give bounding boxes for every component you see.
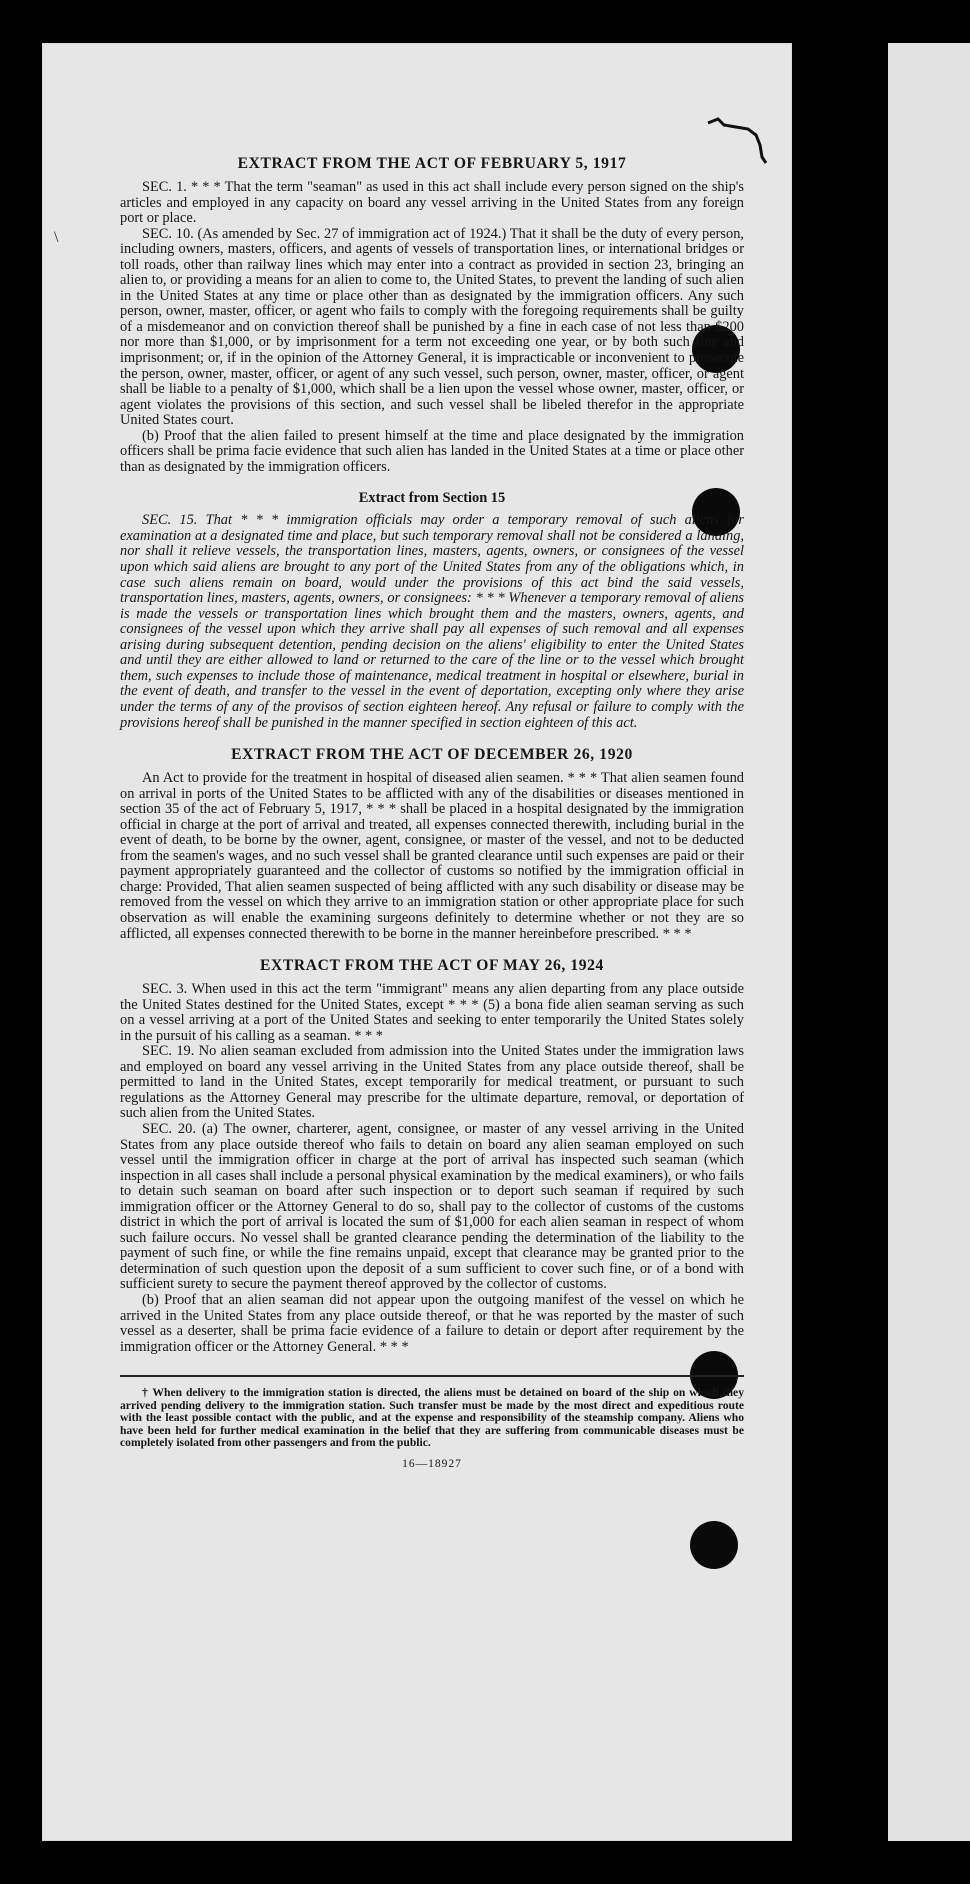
footnote: † When delivery to the immigration station is directed, the aliens must be detained on board of the ship on which they arrived pending delivery to the immigration station. Such transfer must be made by the most direct and expeditious route with the least possible contact with the public, and at the expense and responsibility of the steamship company. Aliens who have been held for further medical examination in the belief that they are suffering from communicable diseases must be completely isolated from other passengers and from the public. <box>120 1386 744 1450</box>
heading-act-1924: EXTRACT FROM THE ACT OF MAY 26, 1924 <box>260 957 604 975</box>
section-act-1917 <box>120 155 744 475</box>
paragraph-1917-b: (b) Proof that the alien failed to present himself at the time and place designated by the immigration officers shall be prima facie evidence that such alien has landed in the United States at a time or place other than as designated by the immigration officers. <box>120 427 744 475</box>
paragraph-1917-sec10: SEC. 10. (As amended by Sec. 27 of immigration act of 1924.) That it shall be the duty of every person, including owners, masters, officers, and agents of vessels of transportation lines, or international bridges or toll roads, other than railway lines which may enter into a contract as provided in section 23, bringing an alien to, or providing a means for an alien to come to, the United States, to prevent the landing of such alien in the United States at any time or place other than as designated by the immigration officers. Any such person, owner, master, officer, or agent who fails to comply with the foregoing requirements shall be guilty of a misdemeanor and on conviction thereof shall be punished by a fine in each case of not less than $200 nor more than $1,000, or by imprisonment for a term not exceeding one year, or by both such fine and imprisonment; or, if in the opinion of the Attorney General, it is impracticable or inconvenient to prosecute the person, owner, master, officer, or agent of any such vessel, such person, owner, master, officer, or agent shall be liable to a penalty of $1,000, which shall be a lien upon the vessel whose owner, master, officer, or agent violates the provisions of this section, and such vessel shall be libeled therefor in the appropriate United States court. <box>120 225 744 429</box>
margin-mark: \ <box>54 229 59 246</box>
document-body <box>120 155 744 1470</box>
paragraph-1917-sec1: SEC. 1. * * * That the term "seaman" as used in this act shall include every person signed on the ship's articles and employed in any capacity on board any vessel arriving in the United States from any foreign port or place. <box>120 179 744 227</box>
paragraph-1924-sec3: SEC. 3. When used in this act the term "immigrant" means any alien departing from any place outside the United States destined for the United States, except * * * (5) a bona fide alien seaman serving as such on a vessel arriving at a port of the United States and seeking to enter temporarily the United States solely in the pursuit of his calling as a seaman. * * * <box>120 981 744 1044</box>
heading-section-15: Extract from Section 15 <box>358 490 506 507</box>
section-act-1920 <box>120 746 744 942</box>
paragraph-1920: An Act to provide for the treatment in hospital of diseased alien seamen. * * * That alien seamen found on arrival in ports of the United States to be afflicted with any of the disabilities or diseases mentioned in section 35 of the act of February 5, 1917, * * * shall be placed in a hospital designated by the immigration official in charge at the port of arrival and treated, all expenses connected therewith, including burial in the event of death, to be borne by the owner, agent, consignee, or master of the vessel, and not to be deducted from the seamen's wages, and no such vessel shall be granted clearance until such expenses are paid or their payment appropriately guaranteed and the collector of customs so notified by the immigration official in charge: Provided, That alien seamen suspected of being afflicted with any such disability or disease may be removed from the vessel on which they arrive to an immigration station or other appropriate place for such observation as will enable the examining surgeons definitely to determine whether or not they are so afflicted, all expenses connected therewith to be borne in the manner hereinbefore prescribed. * * * <box>120 770 744 942</box>
section-15-extract <box>120 490 744 731</box>
form-number: 16—18927 <box>402 1457 462 1470</box>
paragraph-1924-sec20: SEC. 20. (a) The owner, charterer, agent, consignee, or master of any vessel arriving in the United States from any place outside thereof who fails to detain on board any alien seaman employed on such vessel until the immigration officer in charge at the port of arrival has inspected such seaman (which inspection in all cases shall include a personal physical examination by the medical examiners), or who fails to detain such seaman on board after such inspection or to deport such seaman if required by such immigration officer or the Attorney General to do so, shall pay to the collector of customs of the customs district in which the port of arrival is located the sum of $1,000 for each alien seaman in respect of whom such failure occurs. No vessel shall be granted clearance pending the determination of the liability to the payment of such fine, or while the fine remains unpaid, except that clearance may be granted prior to the determination of such question upon the deposit of a sum sufficient to cover such fine, or of a bond with sufficient surety to secure the payment thereof approved by the collector of customs. <box>120 1120 744 1293</box>
section-act-1924 <box>120 957 744 1355</box>
paragraph-1924-b: (b) Proof that an alien seaman did not appear upon the outgoing manifest of the vessel on which he arrived in the United States from any place outside thereof, or that he was reported by the master of such vessel as a deserter, shall be prima facie evidence of a failure to detain or deport after requirement by the immigration officer or the Attorney General. * * * <box>120 1292 744 1355</box>
heading-act-1920: EXTRACT FROM THE ACT OF DECEMBER 26, 1920 <box>231 746 633 764</box>
paragraph-sec15: SEC. 15. That * * * immigration officials may order a temporary removal of such aliens for examination at a designated time and place, but such temporary removal shall not be considered a landing, nor shall it relieve vessels, the transportation lines, masters, agents, owners, or consignees of the vessel upon which said aliens are brought to any port of the United States from any of the obligations which, in case such aliens remain on board, would under the provisions of this act bind the said vessels, transportation lines, masters, agents, owners, or consignees: * * * Whenever a temporary removal of aliens is made the vessels or transportation lines which brought them and the masters, owners, agents, and consignees of the vessel upon which they arrive shall pay all expenses of such removal and all expenses arising during subsequent detention, pending decision on the aliens' eligibility to enter the United States and until they are either allowed to land or returned to the care of the line or to the vessel which brought them, such expenses to include those of maintenance, medical treatment in hospital or elsewhere, burial in the event of death, and transfer to the vessel in the event of deportation, excepting only where they arise under the terms of any of the provisos of section eighteen hereof. Any refusal or failure to comply with the provisions hereof shall be punished in the manner specified in section eighteen of this act. <box>120 512 744 731</box>
adjacent-page-edge <box>888 43 970 1841</box>
paragraph-1924-sec19: SEC. 19. No alien seaman excluded from admission into the United States under the immigration laws and employed on board any vessel arriving in the United States from any place outside thereof, shall be permitted to land in the United States, except temporarily for medical treatment, or pursuant to such regulations as the Attorney General may prescribe for the ultimate departure, removal, or deportation of such alien from the United States. <box>120 1043 744 1122</box>
punch-hole-4 <box>690 1521 738 1569</box>
heading-act-1917: EXTRACT FROM THE ACT OF FEBRUARY 5, 1917 <box>237 155 627 172</box>
footnote-divider <box>120 1375 744 1377</box>
document-page <box>42 43 792 1841</box>
